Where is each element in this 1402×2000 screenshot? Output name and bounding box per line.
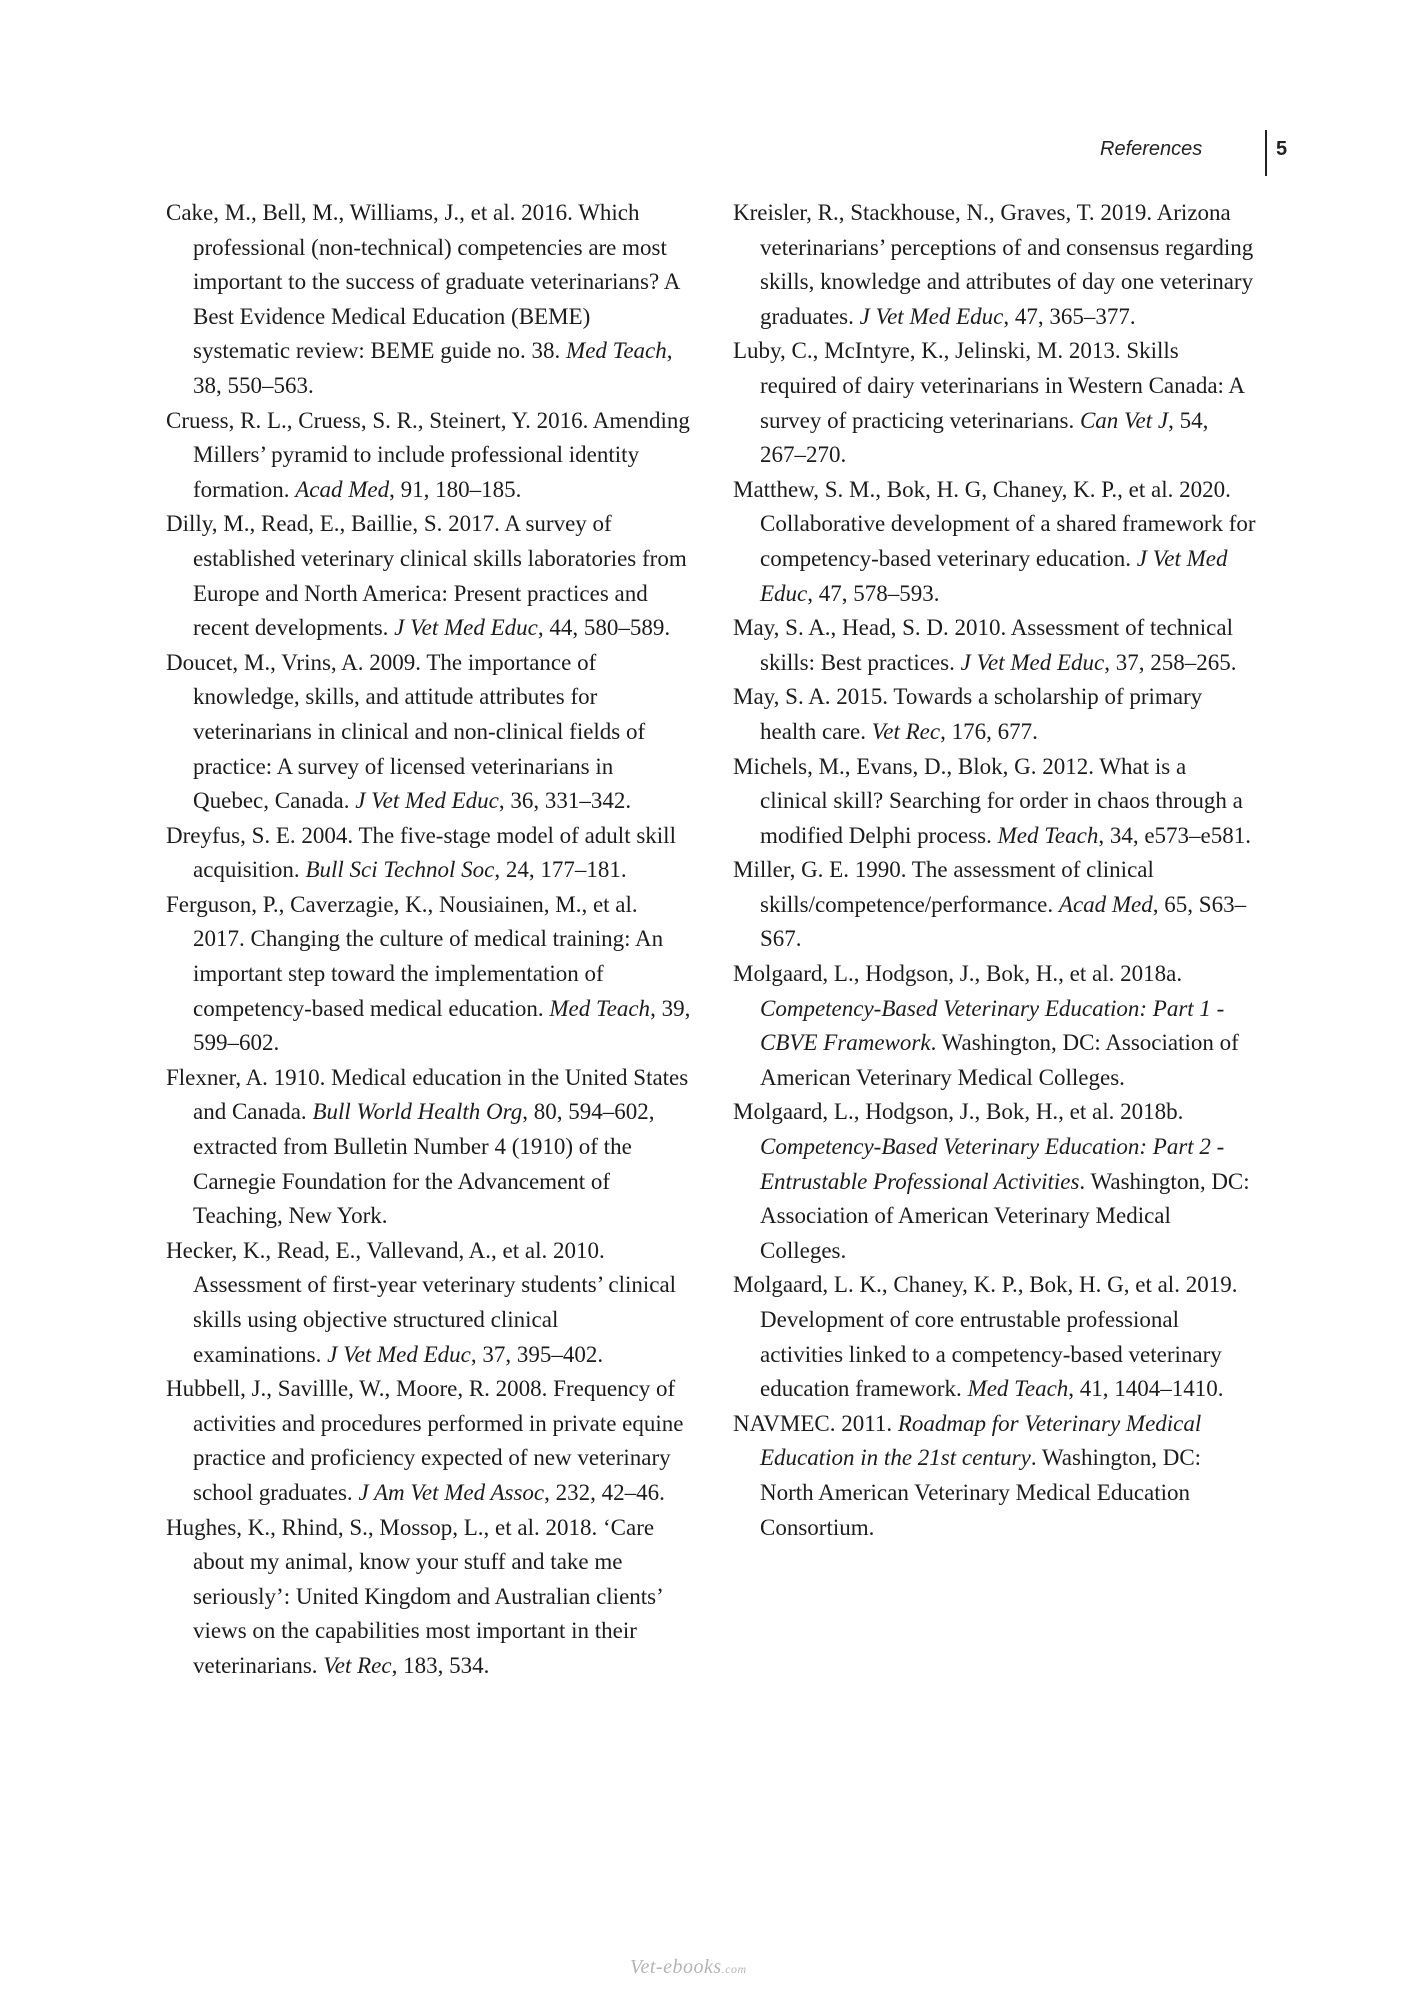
reference-text: Molgaard, L., Hodgson, J., Bok, H., et al. 2018b. <box>733 1099 1184 1125</box>
reference-text: May, S. A. 2015. Towards a scholarship of primary health care. <box>733 684 1203 744</box>
reference-italic-text: Vet Rec <box>871 718 941 744</box>
reference-entry <box>166 404 691 508</box>
reference-text: Molgaard, L. K., Chaney, K. P., Bok, H. G, et al. 2019. Development of core entrustable professional activities linked to a competency-based veterinary education framework. <box>733 1272 1238 1402</box>
running-head-title: References <box>1100 138 1203 160</box>
reference-text: Hecker, K., Read, E., Vallevand, A., et al. 2010. Assessment of first-year veterinary students’ clinical skills using objective structured clinical examinations. <box>166 1237 677 1367</box>
reference-italic-text: Med Teach <box>967 1376 1069 1402</box>
reference-entry <box>733 1268 1258 1406</box>
reference-entry <box>733 1407 1258 1545</box>
reference-entry <box>733 1095 1258 1268</box>
reference-text: , 37, 395–402. <box>470 1341 604 1367</box>
reference-text: . Washington, DC: Association of American Veterinary Medical Colleges. <box>760 1030 1239 1090</box>
reference-italic-text: Acad Med <box>295 476 390 502</box>
reference-italic-text: Competency-Based Veterinary Education: Part 2 - Entrustable Professional Activities <box>760 1134 1225 1194</box>
watermark-logo <box>630 1956 747 1979</box>
reference-entry <box>166 1372 691 1510</box>
reference-text: , 39, 599–602. <box>193 995 691 1056</box>
reference-entry <box>733 680 1258 749</box>
reference-italic-text: Med Teach <box>997 822 1099 848</box>
watermark-brand: Vet-ebooks <box>630 1956 722 1978</box>
reference-italic-text: J Am Vet Med Assoc <box>358 1479 545 1505</box>
reference-text: , 37, 258–265. <box>1104 649 1237 675</box>
reference-text: Doucet, M., Vrins, A. 2009. The importance of knowledge, skills, and attitude attributes for veterinarians in clinical and non-clinical fields of practice: A survey of licensed veterinarians in Quebec, Canada. <box>166 649 646 814</box>
reference-text: , 91, 180–185. <box>389 476 522 502</box>
reference-entry <box>166 196 691 404</box>
reference-italic-text: Vet Rec <box>323 1652 392 1678</box>
reference-text: , 38, 550–563. <box>193 338 673 398</box>
reference-entry <box>733 334 1258 472</box>
reference-entry <box>733 196 1258 334</box>
watermark-suffix: .com <box>721 1962 747 1976</box>
reference-entry <box>166 1061 691 1234</box>
reference-text: , 183, 534. <box>391 1652 490 1678</box>
reference-text: Flexner, A. 1910. Medical education in the United States and Canada. <box>166 1064 689 1125</box>
reference-text: , 41, 1404–1410. <box>1068 1376 1224 1402</box>
reference-entry <box>166 1234 691 1372</box>
reference-italic-text: J Vet Med Educ <box>327 1341 471 1367</box>
reference-text: , 24, 177–181. <box>494 857 627 883</box>
reference-text: May, S. A., Head, S. D. 2010. Assessment of technical skills: Best practices. <box>733 615 1233 675</box>
reference-italic-text: Bull Sci Technol Soc <box>305 857 495 883</box>
reference-italic-text: J Vet Med Educ <box>760 545 1228 606</box>
reference-text: , 34, e573–e581. <box>1098 822 1252 848</box>
reference-text: Molgaard, L., Hodgson, J., Bok, H., et al. 2018a. <box>733 961 1183 987</box>
reference-italic-text: Bull World Health Org <box>312 1099 523 1125</box>
reference-text: , 65, S63–S67. <box>760 891 1247 952</box>
reference-text: Matthew, S. M., Bok, H. G, Chaney, K. P., et al. 2020. Collaborative development of a shared framework for competency-based veterinary education. <box>733 476 1256 571</box>
reference-text: NAVMEC. 2011. <box>733 1410 898 1436</box>
reference-text: Ferguson, P., Caverzagie, K., Nousiainen, M., et al. 2017. Changing the culture of medical training: An important step toward the implementation of competency-based medical education. <box>166 891 664 1021</box>
reference-entry <box>733 611 1258 680</box>
reference-entry <box>166 507 691 645</box>
reference-text: Hubbell, J., Savillle, W., Moore, R. 2008. Frequency of activities and procedures performed in private equine practice and proficiency expected of new veterinary school graduates. <box>166 1376 684 1505</box>
reference-text: Kreisler, R., Stackhouse, N., Graves, T. 2019. Arizona veterinarians’ perceptions of and consensus regarding skills, knowledge and attributes of day one veterinary graduates. <box>733 200 1254 329</box>
reference-text: Michels, M., Evans, D., Blok, G. 2012. What is a clinical skill? Searching for order in chaos through a modified Delphi process. <box>733 753 1243 848</box>
reference-italic-text: Acad Med <box>1058 891 1153 917</box>
reference-text: , 80, 594–602, extracted from Bulletin Number 4 (1910) of the Carnegie Foundation for the Advancement of Teaching, New York. <box>193 1099 655 1229</box>
reference-text: , 232, 42–46. <box>544 1479 665 1505</box>
reference-entry <box>733 957 1258 1095</box>
reference-italic-text: J Vet Med Educ <box>394 615 538 641</box>
reference-italic-text: J Vet Med Educ <box>859 303 1004 329</box>
reference-column-left <box>166 196 691 1684</box>
reference-text: Dilly, M., Read, E., Baillie, S. 2017. A survey of established veterinary clinical skills laboratories from Europe and North America: Present practices and recent developments. <box>166 511 687 641</box>
reference-italic-text: Med Teach <box>549 995 651 1021</box>
reference-text: . Washington, DC: Association of American Veterinary Medical Colleges. <box>760 1168 1250 1263</box>
reference-text: , 47, 365–377. <box>1003 303 1136 329</box>
header-divider <box>1265 130 1267 176</box>
reference-text: , 36, 331–342. <box>498 788 632 814</box>
reference-text: Cruess, R. L., Cruess, S. R., Steinert, Y. 2016. Amending Millers’ pyramid to include professional identity formation. <box>166 407 690 502</box>
reference-entry <box>733 473 1258 611</box>
reference-entry <box>733 853 1258 957</box>
reference-entry <box>166 819 691 888</box>
reference-entry <box>166 888 691 1061</box>
reference-text: Cake, M., Bell, M., Williams, J., et al. 2016. Which professional (non-technical) competencies are most important to the success of graduate veterinarians? A Best Evidence Medical Education (BEME) systematic review: BEME guide no. 38. <box>166 200 680 364</box>
reference-entry <box>166 646 691 819</box>
reference-entry <box>733 750 1258 854</box>
reference-text: , 47, 578–593. <box>807 580 940 606</box>
reference-text: Hughes, K., Rhind, S., Mossop, L., et al. 2018. ‘Care about my animal, know your stuff and take me seriously’: United Kingdom and Australian clients’ views on the capabilities most important in their veterinarians. <box>166 1514 663 1678</box>
reference-text: , 54, 267–270. <box>760 407 1209 468</box>
reference-text: . Washington, DC: North American Veterinary Medical Education Consortium. <box>760 1445 1202 1540</box>
reference-italic-text: Can Vet J <box>1079 407 1169 433</box>
reference-italic-text: J Vet Med Educ <box>960 649 1105 675</box>
reference-text: Luby, C., McIntyre, K., Jelinski, M. 2013. Skills required of dairy veterinarians in Western Canada: A survey of practicing veterinarians. <box>733 338 1244 433</box>
page-number: 5 <box>1276 138 1288 160</box>
reference-italic-text: Roadmap for Veterinary Medical Education in the 21st century <box>760 1410 1202 1471</box>
reference-text: , 176, 677. <box>940 718 1038 744</box>
reference-italic-text: Competency-Based Veterinary Education: Part 1 - CBVE Framework <box>760 995 1225 1056</box>
reference-text: Dreyfus, S. E. 2004. The five-stage model of adult skill acquisition. <box>166 822 676 883</box>
reference-text: , 44, 580–589. <box>537 615 671 641</box>
reference-italic-text: J Vet Med Educ <box>355 788 499 814</box>
reference-entry <box>166 1511 691 1684</box>
reference-column-right <box>733 196 1258 1545</box>
reference-italic-text: Med Teach <box>566 338 667 364</box>
reference-text: Miller, G. E. 1990. The assessment of clinical skills/competence/performance. <box>733 857 1154 917</box>
